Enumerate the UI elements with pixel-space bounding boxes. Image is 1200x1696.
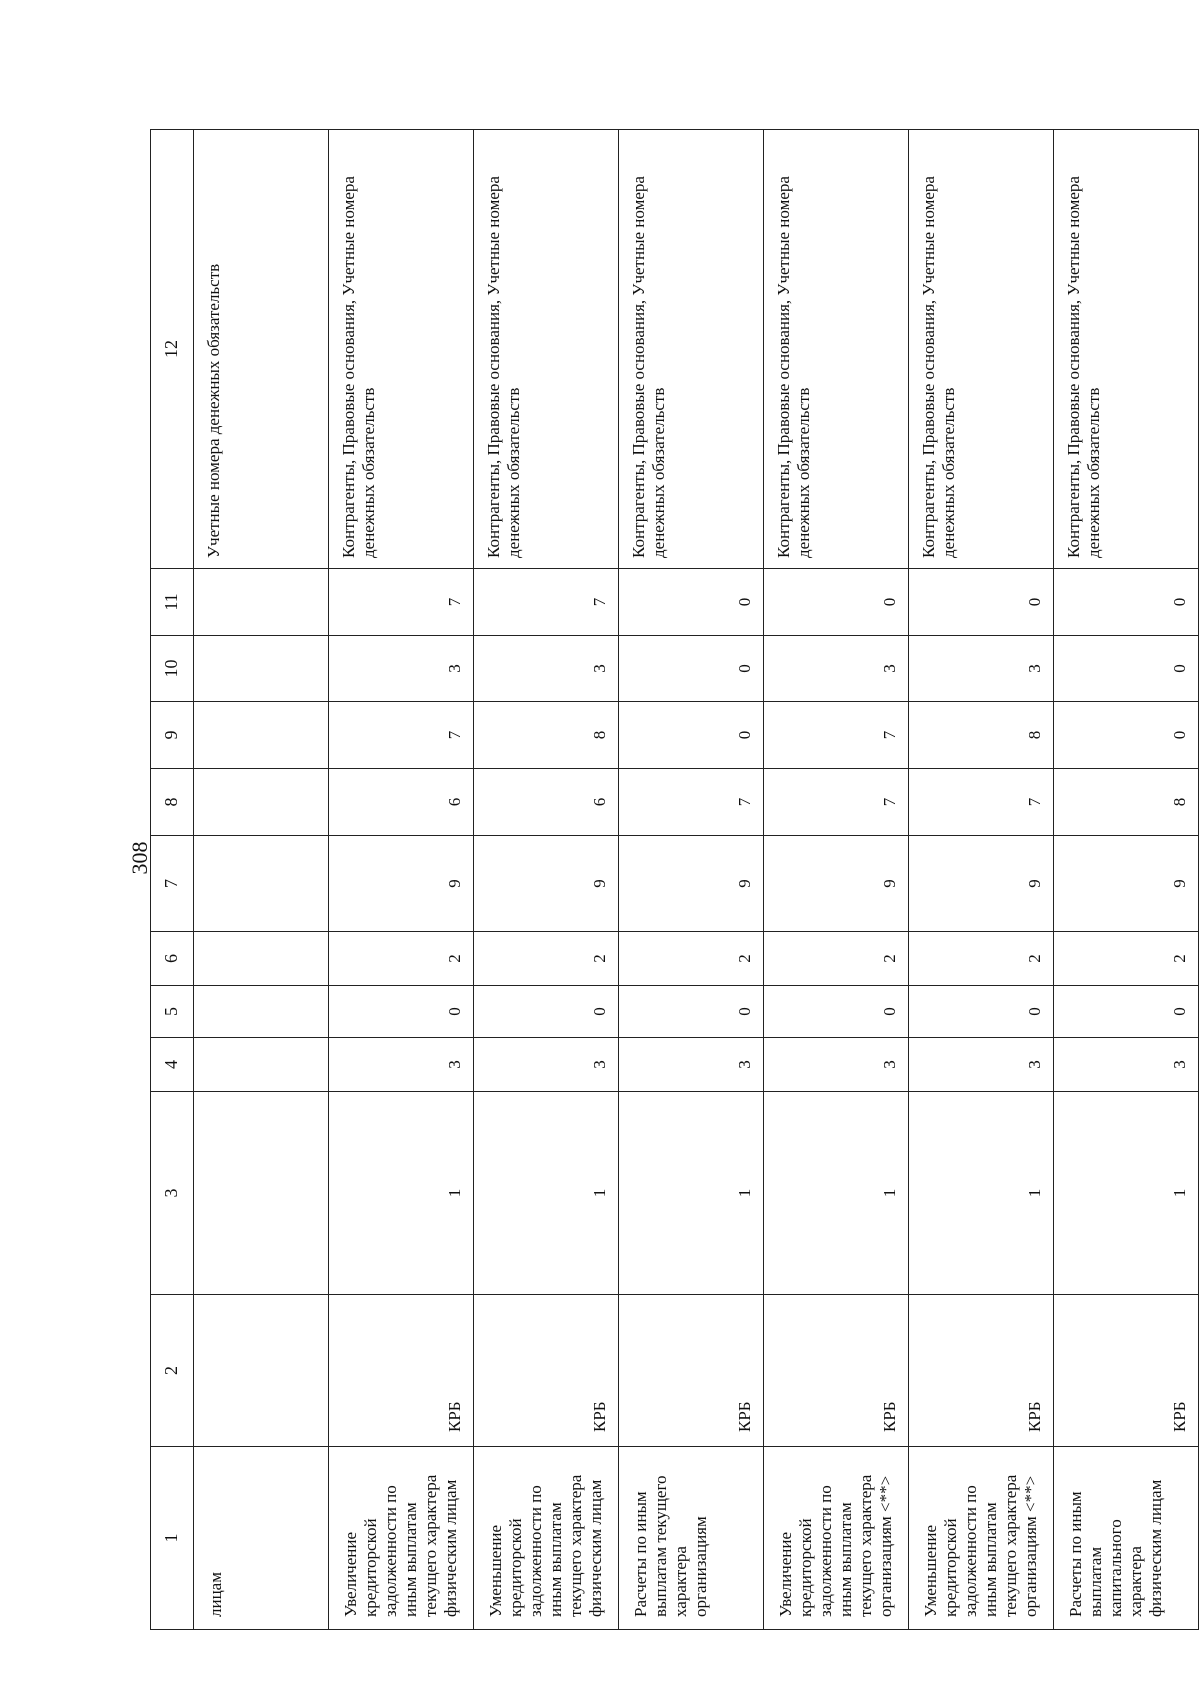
row-col-5: 0 bbox=[764, 986, 909, 1038]
empty-cell bbox=[194, 769, 329, 836]
row-col-11: 0 bbox=[619, 569, 764, 636]
table-row bbox=[194, 130, 329, 1630]
rotated-table-wrapper bbox=[150, 130, 1189, 1630]
row-col-4: 3 bbox=[619, 1038, 764, 1092]
row-col-9: 8 bbox=[909, 702, 1054, 769]
row-col-6: 2 bbox=[1054, 932, 1199, 986]
row-col-6: 2 bbox=[619, 932, 764, 986]
row-code: КРБ bbox=[474, 1295, 619, 1447]
empty-cell bbox=[194, 636, 329, 702]
row-col-8: 7 bbox=[619, 769, 764, 836]
row-info: Контрагенты, Правовые основания, Учетные номера денежных обязательств bbox=[619, 130, 764, 569]
column-header-5: 5 bbox=[151, 986, 194, 1038]
row-col-9: 8 bbox=[474, 702, 619, 769]
row-col-11: 0 bbox=[909, 569, 1054, 636]
page-number: 308 bbox=[127, 841, 152, 875]
row-col-9: 0 bbox=[1054, 702, 1199, 769]
row-col-6: 2 bbox=[474, 932, 619, 986]
empty-cell bbox=[194, 1092, 329, 1295]
row-col-5: 0 bbox=[619, 986, 764, 1038]
row-col-3: 1 bbox=[909, 1092, 1054, 1295]
row-col-10: 3 bbox=[909, 636, 1054, 702]
row-info: Контрагенты, Правовые основания, Учетные номера денежных обязательств bbox=[329, 130, 474, 569]
row-col-7: 9 bbox=[619, 836, 764, 932]
column-header-1: 1 bbox=[151, 1447, 194, 1630]
table-row bbox=[909, 130, 1054, 1630]
row-col-4: 3 bbox=[1054, 1038, 1199, 1092]
row-code: КРБ bbox=[764, 1295, 909, 1447]
row-col-4: 3 bbox=[329, 1038, 474, 1092]
row-info: Учетные номера денежных обязательств bbox=[194, 130, 329, 569]
empty-cell bbox=[194, 932, 329, 986]
row-col-8: 8 bbox=[1054, 769, 1199, 836]
table-row bbox=[619, 130, 764, 1630]
row-info: Контрагенты, Правовые основания, Учетные номера денежных обязательств bbox=[1054, 130, 1199, 569]
empty-cell bbox=[194, 836, 329, 932]
row-col-6: 2 bbox=[764, 932, 909, 986]
row-col-9: 7 bbox=[764, 702, 909, 769]
row-col-7: 9 bbox=[909, 836, 1054, 932]
column-header-7: 7 bbox=[151, 836, 194, 932]
table-row bbox=[764, 130, 909, 1630]
row-col-9: 7 bbox=[329, 702, 474, 769]
row-col-8: 7 bbox=[909, 769, 1054, 836]
row-info: Контрагенты, Правовые основания, Учетные номера денежных обязательств bbox=[909, 130, 1054, 569]
row-col-11: 7 bbox=[474, 569, 619, 636]
row-col-5: 0 bbox=[329, 986, 474, 1038]
row-name: Уменьшение кредиторской задолженности по иным выплатам текущего характера физическим лицам bbox=[474, 1447, 619, 1630]
row-col-8: 7 bbox=[764, 769, 909, 836]
row-col-10: 3 bbox=[329, 636, 474, 702]
row-name: Увеличение кредиторской задолженности по иным выплатам текущего характера физическим лицам bbox=[329, 1447, 474, 1630]
row-code: КРБ bbox=[329, 1295, 474, 1447]
column-header-11: 11 bbox=[151, 569, 194, 636]
row-col-4: 3 bbox=[764, 1038, 909, 1092]
row-name: Увеличение кредиторской задолженности по иным выплатам текущего характера организациям <**> bbox=[764, 1447, 909, 1630]
data-table bbox=[150, 129, 1199, 1630]
row-name: Уменьшение кредиторской задолженности по иным выплатам текущего характера организациям <**> bbox=[909, 1447, 1054, 1630]
column-header-2: 2 bbox=[151, 1295, 194, 1447]
row-col-4: 3 bbox=[474, 1038, 619, 1092]
row-code: КРБ bbox=[619, 1295, 764, 1447]
row-col-10: 3 bbox=[764, 636, 909, 702]
empty-cell bbox=[194, 569, 329, 636]
column-header-10: 10 bbox=[151, 636, 194, 702]
row-col-7: 9 bbox=[329, 836, 474, 932]
column-header-4: 4 bbox=[151, 1038, 194, 1092]
row-name: лицам bbox=[194, 1447, 329, 1630]
row-col-5: 0 bbox=[1054, 986, 1199, 1038]
row-col-8: 6 bbox=[474, 769, 619, 836]
row-code: КРБ bbox=[1054, 1295, 1199, 1447]
table-row bbox=[474, 130, 619, 1630]
row-col-5: 0 bbox=[474, 986, 619, 1038]
table-row bbox=[1054, 130, 1199, 1630]
row-col-9: 0 bbox=[619, 702, 764, 769]
row-col-7: 9 bbox=[764, 836, 909, 932]
row-col-3: 1 bbox=[474, 1092, 619, 1295]
column-header-3: 3 bbox=[151, 1092, 194, 1295]
row-col-7: 9 bbox=[1054, 836, 1199, 932]
row-col-5: 0 bbox=[909, 986, 1054, 1038]
row-col-7: 9 bbox=[474, 836, 619, 932]
empty-cell bbox=[194, 1038, 329, 1092]
empty-cell bbox=[194, 1295, 329, 1447]
row-col-3: 1 bbox=[1054, 1092, 1199, 1295]
row-col-3: 1 bbox=[329, 1092, 474, 1295]
row-name: Расчеты по иным выплатам текущего характера организациям bbox=[619, 1447, 764, 1630]
row-col-4: 3 bbox=[909, 1038, 1054, 1092]
row-col-10: 0 bbox=[1054, 636, 1199, 702]
row-col-3: 1 bbox=[764, 1092, 909, 1295]
column-header-8: 8 bbox=[151, 769, 194, 836]
column-header-6: 6 bbox=[151, 932, 194, 986]
empty-cell bbox=[194, 986, 329, 1038]
row-info: Контрагенты, Правовые основания, Учетные номера денежных обязательств bbox=[764, 130, 909, 569]
row-code: КРБ bbox=[909, 1295, 1054, 1447]
empty-cell bbox=[194, 702, 329, 769]
row-col-11: 0 bbox=[1054, 569, 1199, 636]
row-col-6: 2 bbox=[329, 932, 474, 986]
row-info: Контрагенты, Правовые основания, Учетные номера денежных обязательств bbox=[474, 130, 619, 569]
table-row bbox=[329, 130, 474, 1630]
column-header-9: 9 bbox=[151, 702, 194, 769]
table-body bbox=[194, 130, 1199, 1630]
column-header-12: 12 bbox=[151, 130, 194, 569]
row-col-10: 3 bbox=[474, 636, 619, 702]
row-col-10: 0 bbox=[619, 636, 764, 702]
row-col-8: 6 bbox=[329, 769, 474, 836]
row-col-6: 2 bbox=[909, 932, 1054, 986]
row-col-3: 1 bbox=[619, 1092, 764, 1295]
row-col-11: 7 bbox=[329, 569, 474, 636]
row-col-11: 0 bbox=[764, 569, 909, 636]
row-name: Расчеты по иным выплатам капитального характера физическим лицам bbox=[1054, 1447, 1199, 1630]
header-row bbox=[151, 130, 194, 1630]
